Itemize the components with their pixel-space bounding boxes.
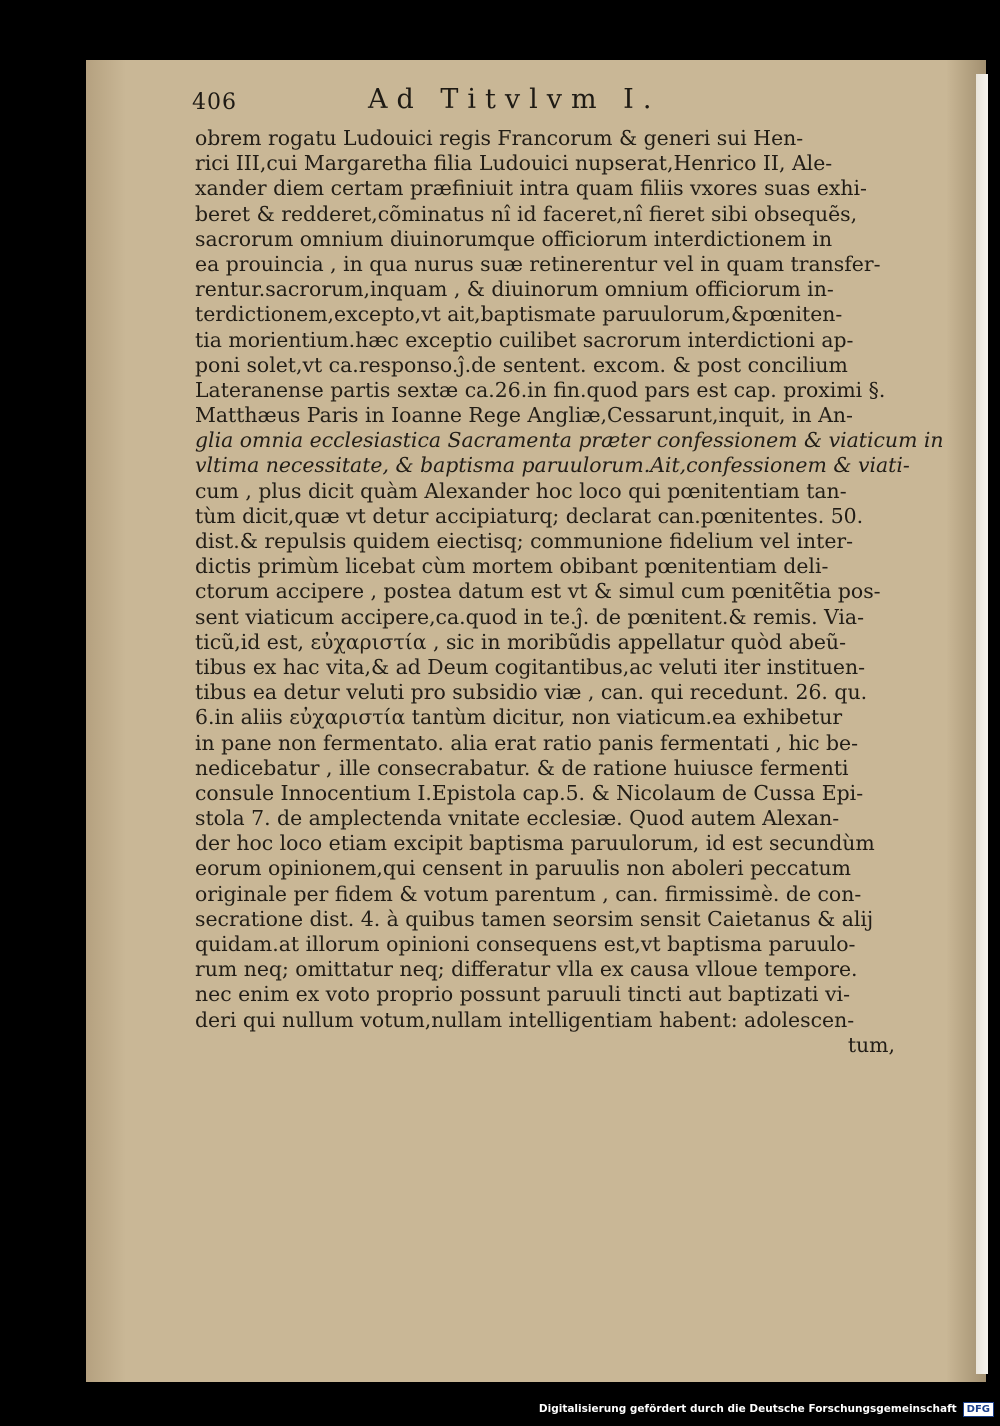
text-line: rum neq; omittatur neq; differatur vlla ex causa vlloue tempore. xyxy=(195,957,858,982)
text-line: glia omnia ecclesiastica Sacramenta præter confessionem & viaticum in xyxy=(195,428,944,453)
text-line: der hoc loco etiam excipit baptisma paruulorum, id est secundùm xyxy=(195,831,875,856)
text-line: poni solet,vt ca.responso.ĵ.de sentent. excom. & post concilium xyxy=(195,352,848,377)
text-line: terdictionem,excepto,vt ait,baptismate paruulorum,&pœniten- xyxy=(195,302,843,327)
text-line: ticũ,id est, εὐχαριστία , sic in moribũdis appellatur quòd abeũ- xyxy=(195,629,846,654)
page-header xyxy=(192,84,832,124)
text-line: quidam.at illorum opinioni consequens est,vt baptisma paruulo- xyxy=(195,932,856,956)
text-line: sent viaticum accipere,ca.quod in te.ĵ. de pœnitent.& remis. Via- xyxy=(195,604,864,629)
catchword: tum, xyxy=(847,1032,895,1057)
text-line: sacrorum omnium diuinorumque officiorum interdictionem in xyxy=(195,226,833,251)
text-line: tibus ea detur veluti pro subsidio viæ , can. qui recedunt. 26. qu. xyxy=(195,680,868,705)
text-line: originale per fidem & votum parentum , can. firmissimè. de con- xyxy=(195,881,862,906)
text-line: cum , plus dicit quàm Alexander hoc loco qui pœnitentiam tan- xyxy=(195,478,847,503)
running-head: Ad Titvlvm I. xyxy=(368,84,661,115)
text-line: nedicebatur , ille consecrabatur. & de ratione huiusce fermenti xyxy=(195,755,849,780)
body-text xyxy=(195,126,965,1058)
text-line: tùm dicit,quæ vt detur accipiaturq; declarat can.pœnitentes. 50. xyxy=(195,503,864,528)
text-line: nec enim ex voto proprio possunt paruuli tincti aut baptizati vi- xyxy=(195,982,850,1007)
text-line: eorum opinionem,qui censent in paruulis non aboleri peccatum xyxy=(195,856,851,881)
text-line: beret & redderet,cõminatus nî id faceret,nî fieret sibi obsequẽs, xyxy=(195,201,858,226)
text-line: rentur.sacrorum,inquam , & diuinorum omnium officiorum in- xyxy=(195,277,834,302)
text-line: Lateranense partis sextæ ca.26.in fin.quod pars est cap. proximi §. xyxy=(195,377,886,402)
page-number: 406 xyxy=(192,90,237,115)
text-line: dist.& repulsis quidem eiectisq; communione fidelium vel inter- xyxy=(195,529,854,553)
text-line: obrem rogatu Ludouici regis Francorum & generi sui Hen- xyxy=(195,126,804,150)
text-line: consule Innocentium I.Epistola cap.5. & Nicolaum de Cussa Epi- xyxy=(195,780,864,805)
text-line: xander diem certam præfiniuit intra quam filiis vxores suas exhi- xyxy=(195,176,867,201)
page-edge xyxy=(976,74,988,1374)
dfg-logo: DFG xyxy=(963,1402,994,1417)
footer xyxy=(539,1400,994,1418)
text-line: ea prouincia , in qua nurus suæ retinerentur vel in quam transfer- xyxy=(195,251,881,276)
text-line: Matthæus Paris in Ioanne Rege Angliæ,Cessarunt,inquit, in An- xyxy=(195,403,853,428)
text-line: secratione dist. 4. à quibus tamen seorsim sensit Caietanus & alij xyxy=(195,906,874,931)
text-line: tia morientium.hæc exceptio cuilibet sacrorum interdictioni ap- xyxy=(195,327,854,352)
funding-credit: Digitalisierung gefördert durch die Deutsche Forschungsgemeinschaft xyxy=(538,1403,957,1415)
text-line: dictis primùm licebat cùm mortem obibant pœnitentiam deli- xyxy=(195,554,829,579)
text-line: deri qui nullum votum,nullam intelligentiam habent: adolescen- xyxy=(195,1007,855,1032)
text-line: vltima necessitate, & baptisma paruulorum.Ait,confessionem & viati- xyxy=(195,453,910,478)
text-line: in pane non fermentato. alia erat ratio panis fermentati , hic be- xyxy=(195,730,859,755)
text-line: 6.in aliis εὐχαριστία tantùm dicitur, non viaticum.ea exhibetur xyxy=(195,705,843,730)
text-line: tibus ex hac vita,& ad Deum cogitantibus,ac veluti iter instituen- xyxy=(195,654,866,679)
text-line: stola 7. de amplectenda vnitate ecclesiæ. Quod autem Alexan- xyxy=(195,806,840,831)
text-line: ctorum accipere , postea datum est vt & simul cum pœnitẽtia pos- xyxy=(195,579,881,604)
text-line: rici III,cui Margaretha filia Ludouici nupserat,Henrico II, Ale- xyxy=(195,151,833,176)
